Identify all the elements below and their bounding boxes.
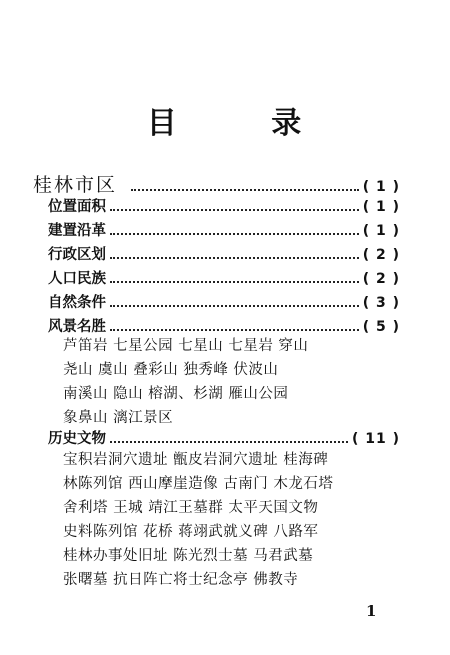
relic-list-line: 桂林办事处旧址 陈光烈士墓 马君武墓 [63,548,314,564]
toc-entry-location-area [48,194,400,216]
toc-entry-population [48,266,400,288]
toc-entry-page: ( 3 ) [362,295,400,311]
toc-entry-label: 位置面积 [48,199,106,215]
toc-entry-page: ( 2 ) [362,271,400,287]
dot-leader [110,209,359,211]
relic-list-line: 张曙墓 抗日阵亡将士纪念亭 佛教寺 [63,572,299,588]
dot-leader [110,305,359,307]
page-title: 目 录 [146,106,344,141]
toc-entry-label: 风景名胜 [48,319,106,335]
toc-entry-label: 人口民族 [48,271,106,287]
toc-entry-page: ( 1 ) [362,179,400,195]
toc-entry-guilin-city [33,170,400,196]
toc-entry-page: ( 1 ) [362,199,400,215]
scenic-list-line: 象鼻山 漓江景区 [63,410,174,426]
dot-leader [110,257,359,259]
toc-entry-page: ( 11 ) [351,431,400,447]
toc-entry-page: ( 5 ) [362,319,400,335]
toc-entry-administrative [48,242,400,264]
toc-entry-relics [48,426,400,448]
toc-entry-nature [48,290,400,312]
relic-list-line: 林陈列馆 西山摩崖造像 古南门 木龙石塔 [63,476,334,492]
scenic-list-line: 南溪山 隐山 榕湖、杉湖 雁山公园 [63,386,289,402]
dot-leader [131,189,359,191]
toc-entry-scenic [48,314,400,336]
dot-leader [110,281,359,283]
relic-list-line: 宝积岩洞穴遗址 甑皮岩洞穴遗址 桂海碑 [63,452,329,468]
toc-entry-page: ( 2 ) [362,247,400,263]
dot-leader [110,233,359,235]
page-number: 1 [366,602,377,620]
toc-entry-label: 建置沿革 [48,223,106,239]
scenic-list-line: 芦笛岩 七星公园 七星山 七星岩 穿山 [63,338,309,354]
relic-list-line: 史料陈列馆 花桥 蒋翊武就义碑 八路军 [63,524,319,540]
dot-leader [110,329,359,331]
dot-leader [110,441,348,443]
toc-entry-label: 历史文物 [48,431,106,447]
toc-entry-label: 行政区划 [48,247,106,263]
relic-list-line: 舍利塔 王城 靖江王墓群 太平天国文物 [63,500,319,516]
toc-entry-history [48,218,400,240]
toc-entry-page: ( 1 ) [362,223,400,239]
toc-entry-label: 自然条件 [48,295,106,311]
toc-entry-label: 桂林市区 [33,174,118,196]
scenic-list-line: 尧山 虞山 叠彩山 独秀峰 伏波山 [63,362,279,378]
